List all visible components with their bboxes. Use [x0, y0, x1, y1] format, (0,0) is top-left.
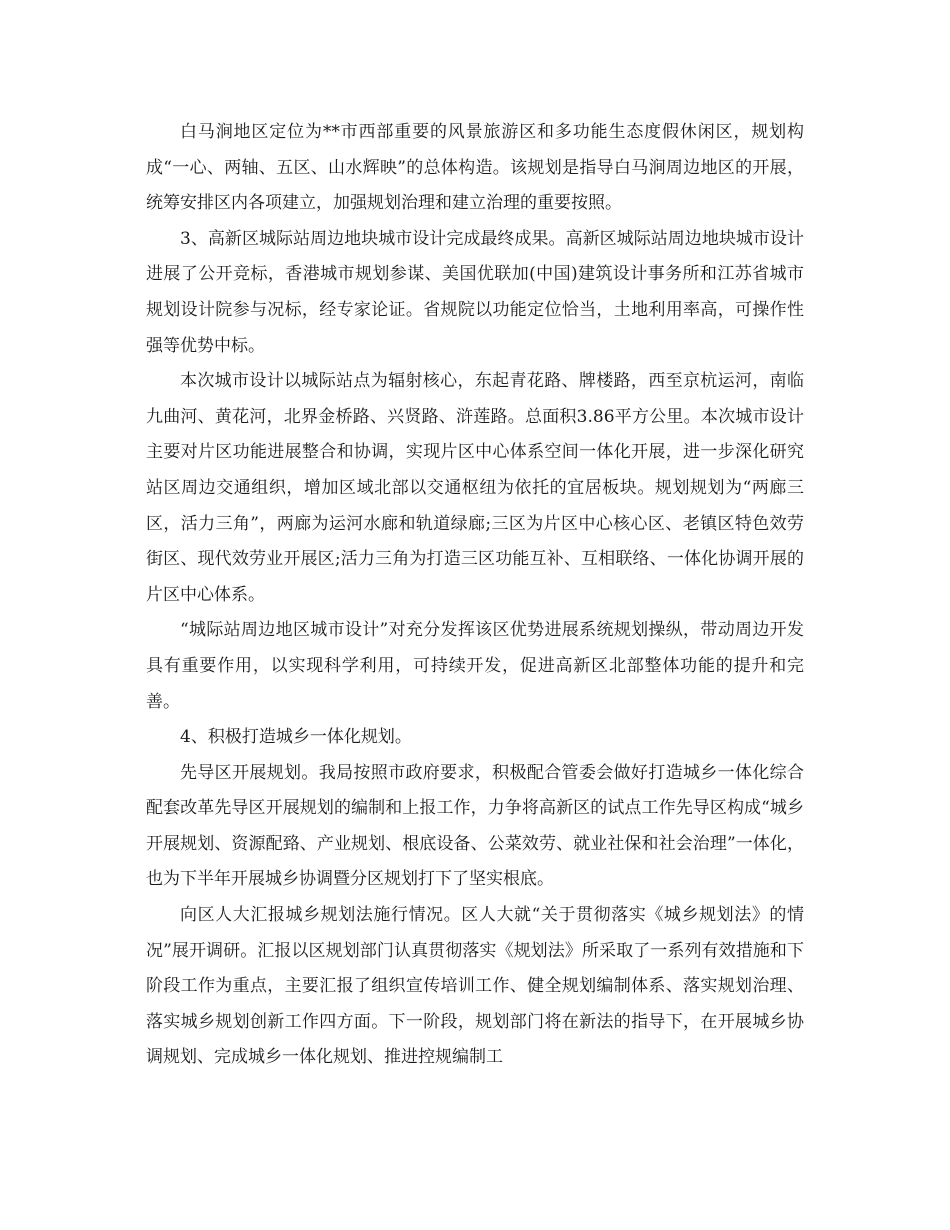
- paragraph-baimajian-positioning: 白马涧地区定位为**市西部重要的风景旅游区和多功能生态度假休闲区，规划构成“一心、两轴、五区、山水辉映”的总体构造。该规划是指导白马涧周边地区的开展，统筹安排区内各项建立，加强规划治理和建立治理的重要按照。: [146, 122, 804, 214]
- paragraph-pilot-zone-planning: 先导区开展规划。我局按照市政府要求，积极配合管委会做好打造城乡一体化综合配套改革先导区开展规划的编制和上报工作，力争将高新区的试点工作先导区构成“城乡开展规划、资源配臵、产业规划、根底设备、公菜效劳、就业社保和社会治理”一体化，也为下半年开展城乡协调暨分区规划打下了坚实根底。: [146, 762, 804, 890]
- paragraph-npc-report: 向区人大汇报城乡规划法施行情况。区人大就“关于贯彻落实《城乡规划法》的情况”展开调研。汇报以区规划部门认真贯彻落实《规划法》所采取了一系列有效措施和下阶段工作为重点，主要汇报了组织宣传培训工作、健全规划编制体系、落实规划治理、落实城乡规划创新工作四方面。下一阶段，规划部门将在新法的指导下，在开展城乡协调规划、完成城乡一体化规划、推进控规编制工: [146, 905, 804, 1068]
- paragraph-section-4-heading: 4、积极打造城乡一体化规划。: [180, 727, 412, 748]
- paragraph-design-significance: “城际站周边地区城市设计”对充分发挥该区优势进展系统规划操纵，带动周边开发具有重要作用，以实现科学利用，可持续开发，促进高新区北部整体功能的提升和完善。: [146, 620, 804, 712]
- document-body: [146, 115, 804, 1076]
- paragraph-section-3-intercity-station: 3、高新区城际站周边地块城市设计完成最终成果。高新区城际站周边地块城市设计进展了公开竞标，香港城市规划参谋、美国优联加(中国)建筑设计事务所和江苏省城市规划设计院参与况标，经专家论证。省规院以功能定位恰当，土地利用率高，可操作性强等优势中标。: [146, 228, 804, 356]
- paragraph-urban-design-scope: 本次城市设计以城际站点为辐射核心，东起青花路、牌楼路，西至京杭运河，南临九曲河、黄花河，北界金桥路、兴贤路、浒莲路。总面积3.86平方公里。本次城市设计主要对片区功能进展整合和协调，实现片区中心体系空间一体化开展，进一步深化研究站区周边交通组织，增加区域北部以交通枢纽为依托的宜居板块。规划规划为“两廊三区，活力三角”，两廊为运河水廊和轨道绿廊;三区为片区中心核心区、老镇区特色效劳街区、现代效劳业开展区;活力三角为打造三区功能互补、互相联络、一体化协调开展的片区中心体系。: [146, 371, 804, 605]
